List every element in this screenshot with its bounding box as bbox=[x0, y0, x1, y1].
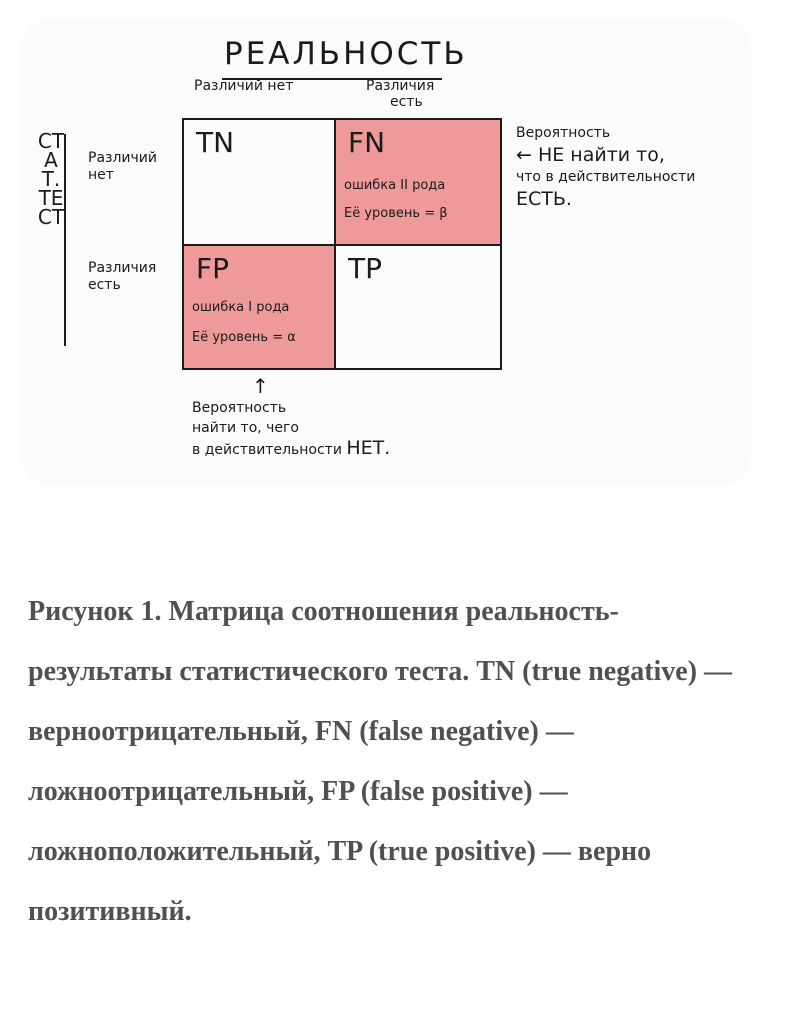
fn-explanation-line1: Вероятность bbox=[516, 125, 611, 141]
cell-true-positive bbox=[336, 246, 500, 368]
cell-false-negative bbox=[336, 120, 500, 246]
fn-error-type: ошибка II рода bbox=[344, 178, 446, 193]
fp-explanation-line2: найти то, чего bbox=[192, 420, 299, 436]
fn-error-level: Её уровень = β bbox=[344, 206, 448, 221]
cell-label-fn: FN bbox=[348, 126, 386, 159]
column-header-difference-line1: Различия bbox=[366, 78, 435, 94]
row-header-difference-line2: есть bbox=[88, 277, 121, 293]
fp-explanation bbox=[192, 398, 390, 460]
row-header-no-difference bbox=[88, 150, 157, 184]
cell-label-tp: TP bbox=[348, 252, 382, 285]
figure-card bbox=[26, 24, 746, 480]
fp-explanation-line1: Вероятность bbox=[192, 400, 287, 416]
fn-explanation-line2: ← НЕ найти то, bbox=[516, 144, 665, 166]
column-header-no-difference: Различий нет bbox=[194, 78, 294, 94]
figure-caption: Рисунок 1. Матрица соотношения реальность-результаты статистического теста. TN (true negative) — верноотрицательный, FN (false negative) — ложноотрицательный, FP (false positive) — ложноположительный, TP (true positive) — верно позитивный. bbox=[28, 596, 733, 927]
arrow-up-icon: ↑ bbox=[252, 374, 269, 398]
row-header-no-difference-line2: нет bbox=[88, 167, 114, 183]
fp-explanation-line3 bbox=[192, 438, 390, 460]
fn-explanation-line3: что в действительности bbox=[516, 169, 696, 185]
fp-explanation-line4: НЕТ. bbox=[346, 437, 391, 459]
column-header-difference bbox=[366, 78, 434, 110]
row-header-difference bbox=[88, 260, 156, 294]
fn-explanation bbox=[516, 122, 695, 210]
stat-test-label: СТАТ. ТЕСТ bbox=[37, 129, 65, 229]
reality-title: РЕАЛЬНОСТЬ bbox=[224, 36, 468, 72]
confusion-matrix bbox=[182, 118, 502, 370]
row-header-no-difference-line1: Различий bbox=[88, 150, 157, 166]
stat-test-bracket bbox=[64, 134, 66, 346]
row-header-difference-line1: Различия bbox=[88, 260, 157, 276]
cell-false-positive bbox=[184, 246, 336, 368]
fn-explanation-line4: ЕСТЬ. bbox=[516, 188, 572, 210]
fp-error-level: Её уровень = α bbox=[192, 330, 296, 345]
fp-explanation-line3-text: в действительности bbox=[192, 442, 342, 458]
cell-label-fp: FP bbox=[196, 252, 229, 285]
cell-true-negative bbox=[184, 120, 336, 246]
cell-label-tn: TN bbox=[196, 126, 235, 159]
fp-error-type: ошибка I рода bbox=[192, 300, 290, 315]
column-header-difference-line2: есть bbox=[390, 94, 423, 110]
